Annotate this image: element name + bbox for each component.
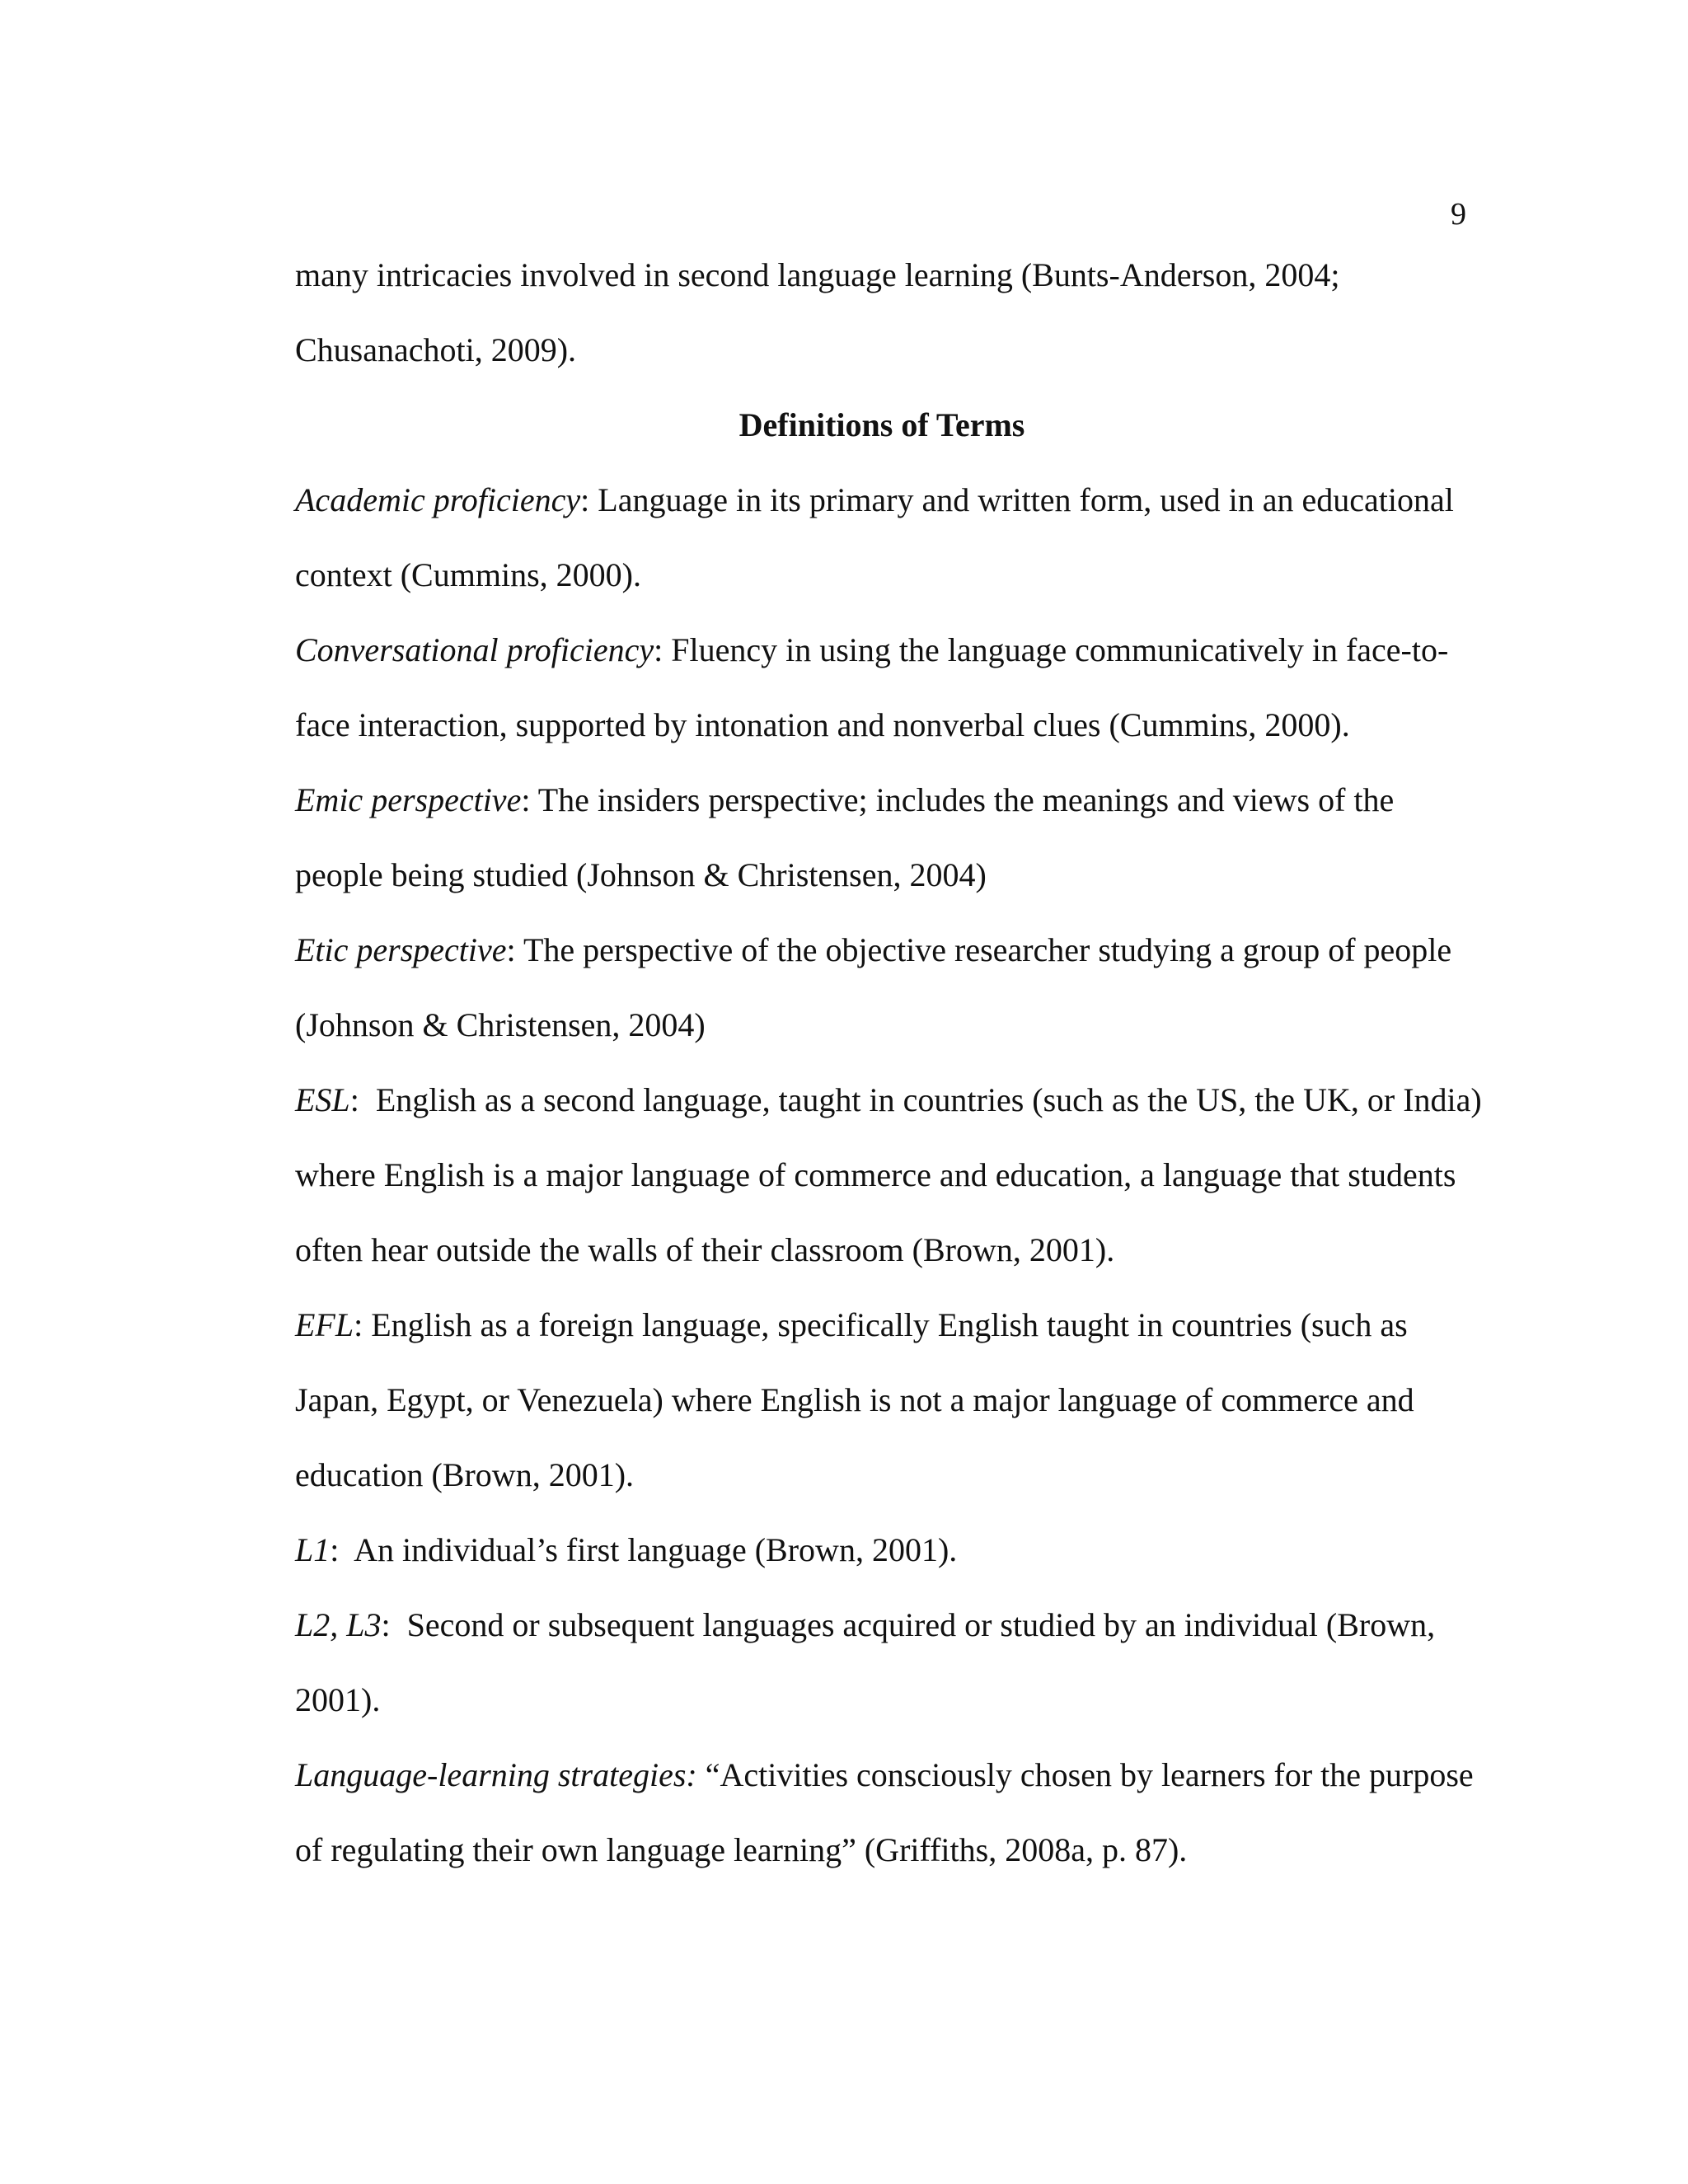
- section-heading: Definitions of Terms: [738, 406, 1025, 443]
- definition-emic-perspective: Emic perspective: The insiders perspective; includes the meanings and views of the: [295, 781, 1395, 818]
- definition-text: An individual’s first language (Brown, 2001).: [354, 1531, 958, 1568]
- definition-esl: ESL: English as a second language, taught in countries (such as the US, the UK, or India): [295, 1081, 1482, 1118]
- definition-continuation: often hear outside the walls of their classroom (Brown, 2001).: [295, 1231, 1115, 1268]
- term-label: ESL: [295, 1081, 350, 1118]
- definition-text: “Activities consciously chosen by learners for the purpose: [705, 1756, 1474, 1793]
- definition-language-learning-strategies: [295, 1755, 1474, 1795]
- term-label: EFL: [295, 1306, 354, 1343]
- definition-continuation: education (Brown, 2001).: [295, 1456, 635, 1493]
- definition-text: Second or subsequent languages acquired or studied by an individual (Brown,: [406, 1606, 1436, 1643]
- term-label: Emic perspective: [295, 781, 522, 818]
- term-label: L2, L3: [295, 1606, 382, 1643]
- definition-academic-proficiency: Academic proficiency: Language in its primary and written form, used in an educational: [295, 481, 1454, 518]
- definition-l2-l3: L2, L3: Second or subsequent languages acquired or studied by an individual (Brown,: [295, 1606, 1436, 1643]
- definition-continuation: 2001).: [295, 1681, 381, 1718]
- term-label: Conversational proficiency: [295, 631, 654, 668]
- definition-text: The insiders perspective; includes the meanings and views of the: [537, 781, 1395, 818]
- definition-continuation: (Johnson & Christensen, 2004): [295, 1006, 706, 1043]
- term-label: Academic proficiency: [295, 481, 581, 518]
- term-label: Etic perspective: [295, 931, 507, 968]
- definition-continuation: face interaction, supported by intonation and nonverbal clues (Cummins, 2000).: [295, 706, 1350, 743]
- term-label: Language-learning strategies:: [295, 1756, 697, 1793]
- definition-continuation: of regulating their own language learning” (Griffiths, 2008a, p. 87).: [295, 1831, 1188, 1868]
- intro-line-2: Chusanachoti, 2009).: [295, 331, 577, 368]
- definition-text: English as a foreign language, specifically English taught in countries (such as: [371, 1306, 1408, 1343]
- definition-etic-perspective: Etic perspective: The perspective of the objective researcher studying a group of people: [295, 931, 1452, 968]
- definition-continuation: context (Cummins, 2000).: [295, 556, 641, 593]
- definition-continuation: Japan, Egypt, or Venezuela) where English is not a major language of commerce and: [295, 1381, 1414, 1418]
- definition-l1: L1: An individual’s first language (Brown, 2001).: [295, 1531, 958, 1568]
- intro-line-1: many intricacies involved in second language learning (Bunts-Anderson, 2004;: [295, 256, 1340, 293]
- definition-conversational-proficiency: Conversational proficiency: Fluency in using the language communicatively in face-to-: [295, 631, 1449, 668]
- definition-continuation: where English is a major language of commerce and education, a language that students: [295, 1156, 1456, 1193]
- definition-continuation: people being studied (Johnson & Christensen, 2004): [295, 856, 987, 893]
- term-label: L1: [295, 1531, 331, 1568]
- definition-text: English as a second language, taught in countries (such as the US, the UK, or India): [375, 1081, 1482, 1118]
- definition-text: Fluency in using the language communicatively in face-to-: [671, 631, 1449, 668]
- definition-text: The perspective of the objective researcher studying a group of people: [523, 931, 1452, 968]
- definition-text: Language in its primary and written form, used in an educational: [598, 481, 1454, 518]
- definition-efl: EFL: English as a foreign language, specifically English taught in countries (such as: [295, 1306, 1408, 1343]
- page-number: 9: [1451, 197, 1466, 232]
